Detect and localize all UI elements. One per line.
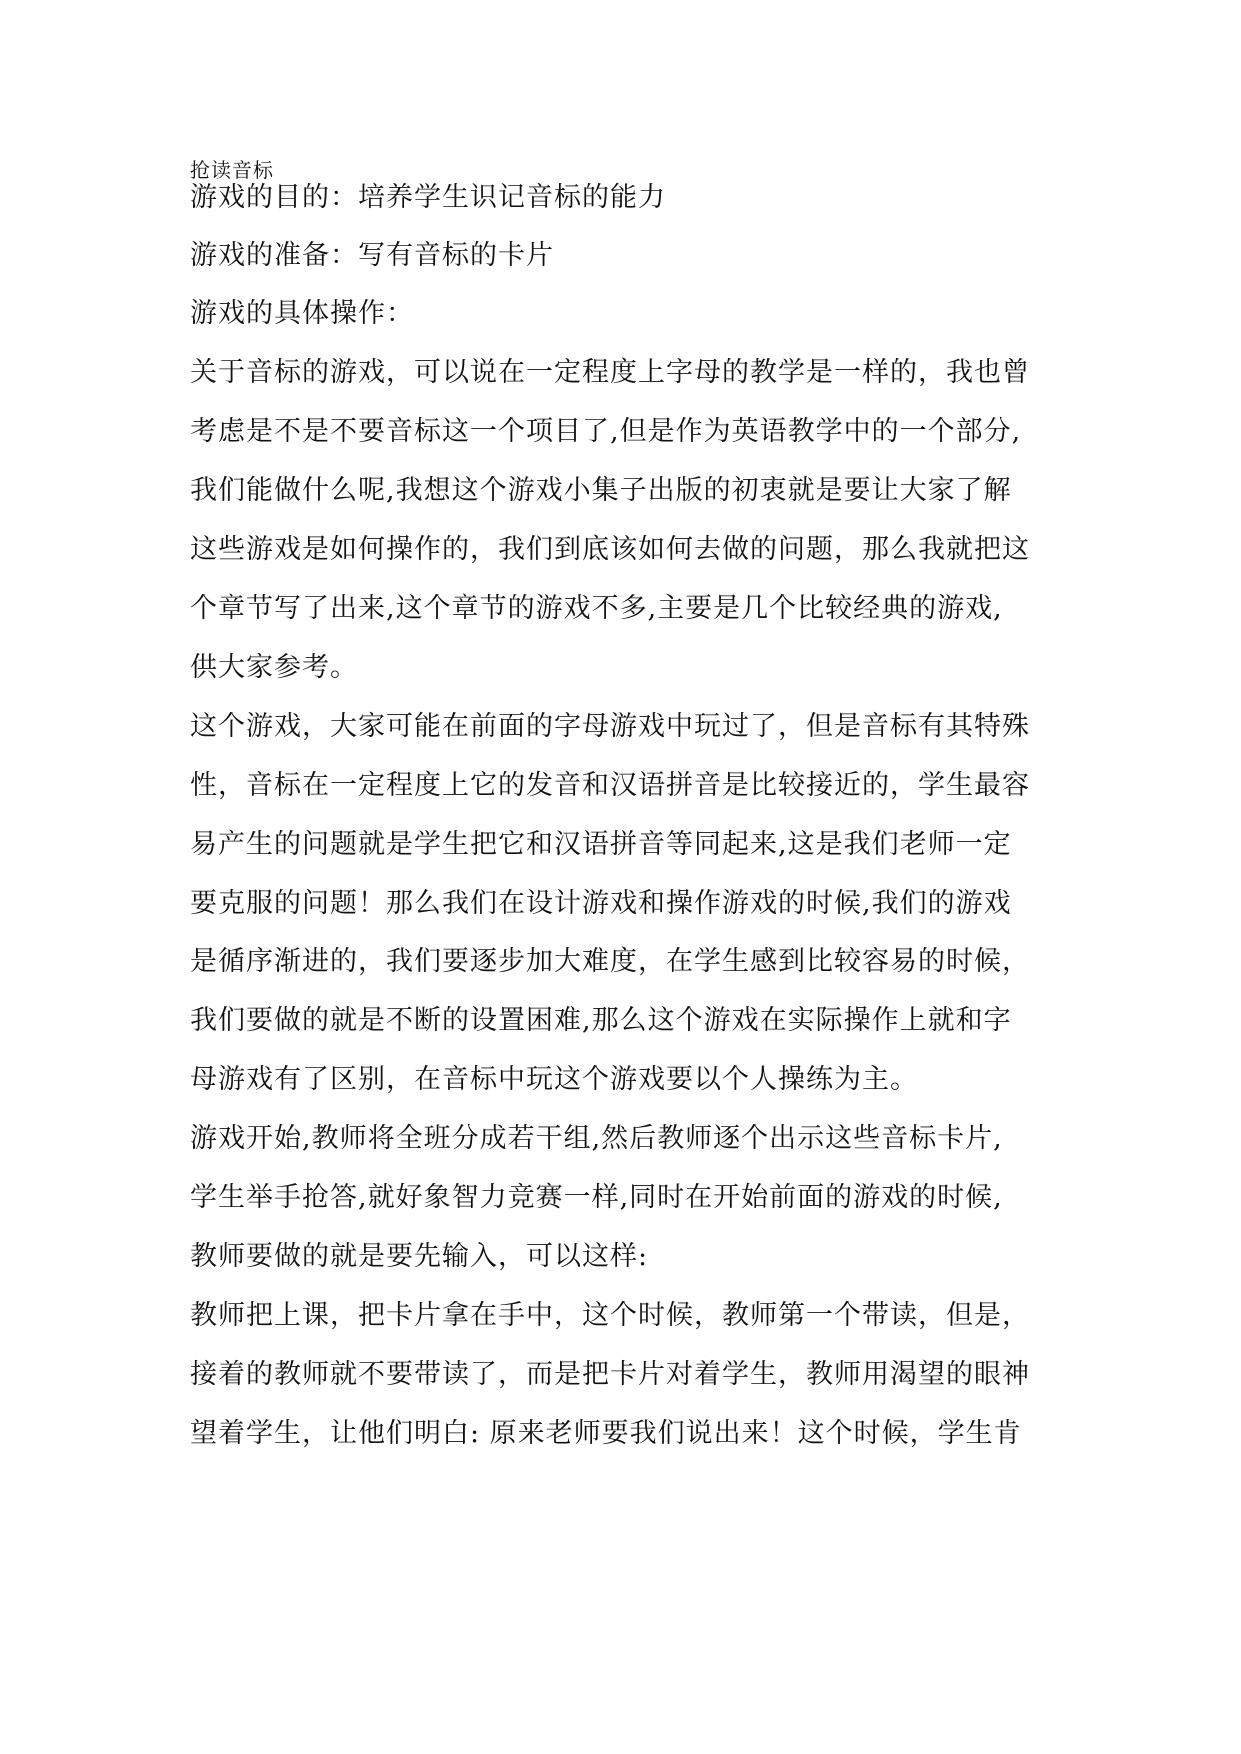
- text-line: 我们要做的就是不断的设置困难,那么这个游戏在实际操作上就和字: [190, 1005, 1012, 1036]
- text-line: 性，音标在一定程度上它的发音和汉语拼音是比较接近的，学生最容: [190, 770, 1030, 801]
- text-line: 关于音标的游戏，可以说在一定程度上字母的教学是一样的，我也曾: [190, 357, 1030, 388]
- text-line: 是循序渐进的，我们要逐步加大难度，在学生感到比较容易的时候，: [190, 946, 1030, 977]
- text-line: 学生举手抢答,就好象智力竞赛一样,同时在开始前面的游戏的时候,: [190, 1182, 1003, 1213]
- text-line: 教师把上课，把卡片拿在手中，这个时候，教师第一个带读，但是，: [190, 1300, 1030, 1331]
- text-line: 考虑是不是不要音标这一个项目了,但是作为英语教学中的一个部分,: [190, 416, 1022, 447]
- text-line: 要克服的问题！那么我们在设计游戏和操作游戏的时候,我们的游戏: [190, 888, 1012, 919]
- text-line: 这个游戏，大家可能在前面的字母游戏中玩过了，但是音标有其特殊: [190, 711, 1030, 742]
- text-line: 教师要做的就是要先输入，可以这样:: [190, 1241, 649, 1272]
- text-line: 望着学生，让他们明白: 原来老师要我们说出来！这个时候，学生肯: [190, 1418, 1022, 1449]
- text-line: 我们能做什么呢,我想这个游戏小集子出版的初衷就是要让大家了解: [190, 475, 1012, 506]
- text-line: 这些游戏是如何操作的，我们到底该如何去做的问题，那么我就把这: [190, 534, 1030, 565]
- text-line: 游戏的目的：培养学生识记音标的能力: [190, 182, 666, 213]
- text-line: 游戏开始,教师将全班分成若干组,然后教师逐个出示这些音标卡片,: [190, 1123, 1003, 1154]
- text-line: 供大家参考。: [190, 652, 358, 683]
- text-line: 游戏的准备：写有音标的卡片: [190, 240, 554, 271]
- text-line: 个章节写了出来,这个章节的游戏不多,主要是几个比较经典的游戏,: [190, 593, 1003, 624]
- text-line: 易产生的问题就是学生把它和汉语拼音等同起来,这是我们老师一定: [190, 829, 1012, 860]
- document-title: 抢读音标: [190, 158, 274, 182]
- text-line: 母游戏有了区别，在音标中玩这个游戏要以个人操练为主。: [190, 1064, 918, 1095]
- text-line: 游戏的具体操作：: [190, 298, 414, 329]
- text-line: 接着的教师就不要带读了，而是把卡片对着学生，教师用渴望的眼神: [190, 1359, 1030, 1390]
